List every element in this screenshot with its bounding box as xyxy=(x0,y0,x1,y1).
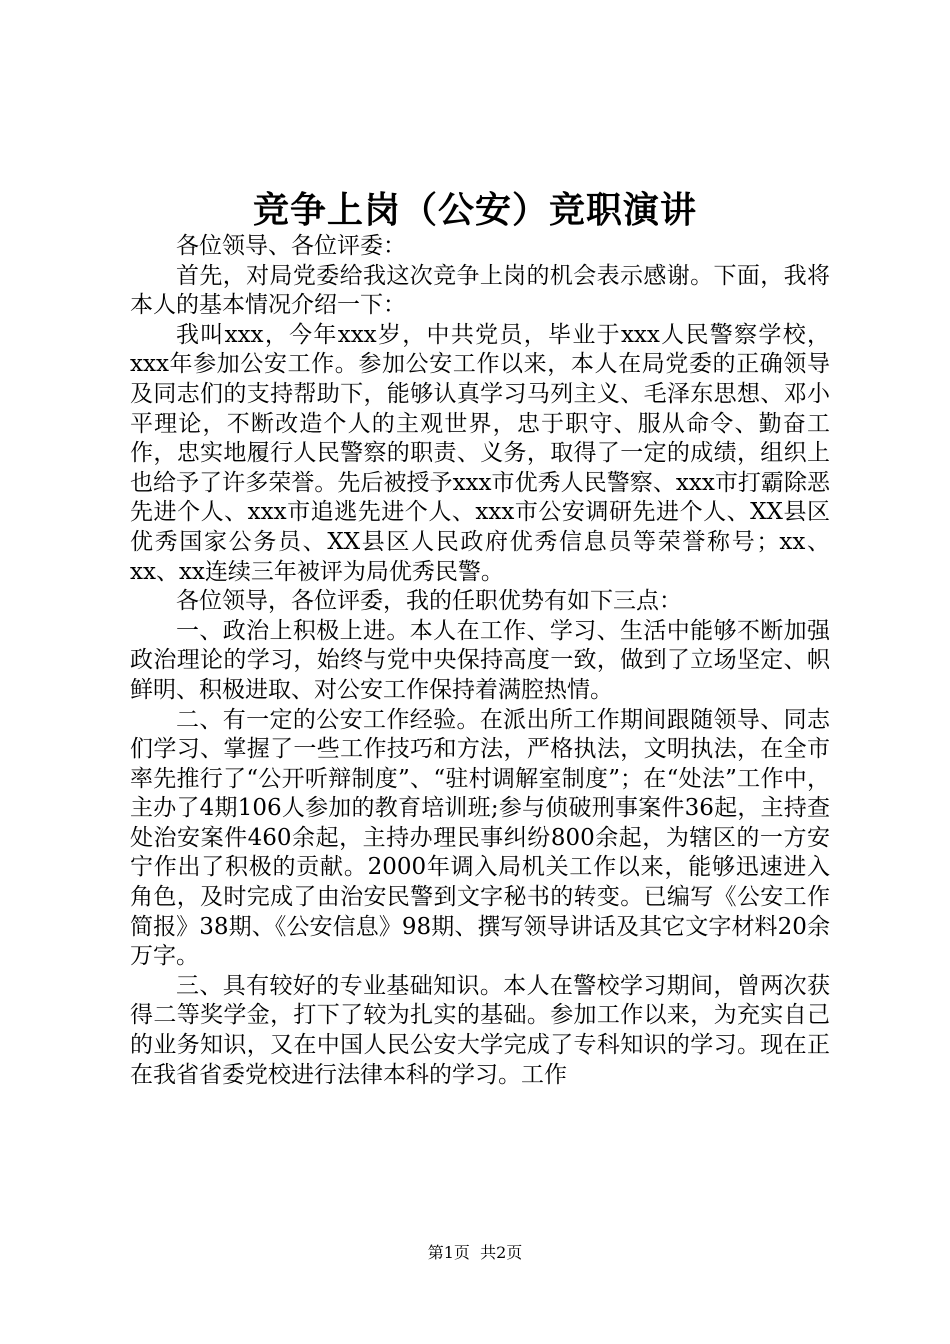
paragraph-background: 我叫xxx，今年xxx岁，中共党员，毕业于xxx人民警察学校，xxx年参加公安工作。参加公安工作以来，本人在局党委的正确领导及同志们的支持帮助下，能够认真学习马列主义、毛泽东思想、邓小平理论，不断改造个人的主观世界，忠于职守、服从命令、勤奋工作，忠实地履行人民警察的职责、义务，取得了一定的成绩，组织上也给予了许多荣誉。先后被授予xxx市优秀人民警察、xxx市打霸除恶先进个人、xxx市追逃先进个人、xxx市公安调研先进个人、XX县区优秀国家公务员、XX县区人民政府优秀信息员等荣誉称号；xx、xx、xx连续三年被评为局优秀民警。 xyxy=(130,321,830,585)
paragraph-advantage-political: 一、政治上积极上进。本人在工作、学习、生活中能够不断加强政治理论的学习，始终与党中央保持高度一致，做到了立场坚定、帜鲜明、积极进取、对公安工作保持着满腔热情。 xyxy=(130,617,830,703)
paragraph-opening: 首先，对局党委给我这次竞争上岗的机会表示感谢。下面，我将本人的基本情况介绍一下： xyxy=(130,262,830,319)
page-footer xyxy=(0,1243,950,1263)
document-body xyxy=(130,232,830,1090)
paragraph-advantage-knowledge: 三、具有较好的专业基础知识。本人在警校学习期间，曾两次获得二等奖学金，打下了较为扎实的基础。参加工作以来，为充实自己的业务知识，又在中国人民公安大学完成了专科知识的学习。现在正在我省省委党校进行法律本科的学习。工作 xyxy=(130,972,830,1088)
paragraph-salutation: 各位领导、各位评委： xyxy=(176,233,406,259)
paragraph-advantage-experience: 二、有一定的公安工作经验。在派出所工作期间跟随领导、同志们学习、掌握了一些工作技巧和方法，严格执法，文明执法，在全市率先推行了“公开听辩制度”、“驻村调解室制度”；在“处法”工作中，主办了4期106人参加的教育培训班;参与侦破刑事案件36起，主持查处治安案件460余起，主持办理民事纠纷800余起，为辖区的一方安宁作出了积极的贡献。2000年调入局机关工作以来，能够迅速进入角色，及时完成了由治安民警到文字秘书的转变。已编写《公安工作简报》38期、《公安信息》98期、撰写领导讲话及其它文字材料20余万字。 xyxy=(130,706,830,970)
document-title: 竞争上岗（公安）竞职演讲 xyxy=(252,189,697,231)
page-number-label: 第1页 共2页 xyxy=(427,1243,523,1262)
paragraph-advantages-intro: 各位领导，各位评委，我的任职优势有如下三点： xyxy=(176,588,682,615)
